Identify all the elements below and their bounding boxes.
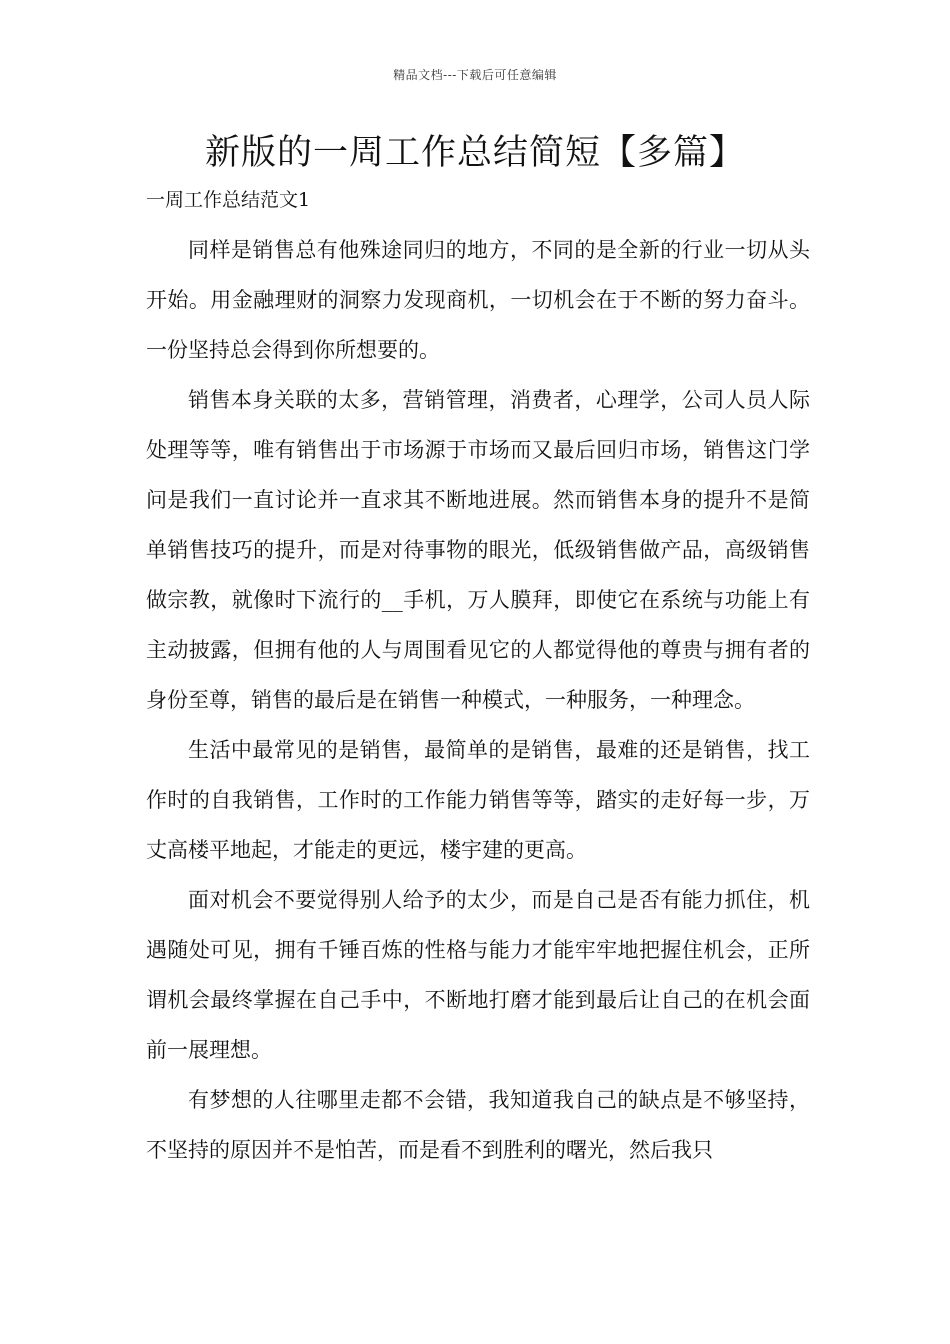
paragraph-5: 有梦想的人往哪里走都不会错，我知道我自己的缺点是不够坚持，不坚持的原因并不是怕苦，而是看不到胜利的曙光，然后我只 bbox=[146, 1088, 810, 1162]
section-heading: 一周工作总结范文1 bbox=[146, 189, 311, 211]
paragraph-3: 生活中最常见的是销售，最简单的是销售，最难的还是销售，找工作时的自我销售，工作时的工作能力销售等等，踏实的走好每一步，万丈高楼平地起，才能走的更远，楼宇建的更高。 bbox=[146, 738, 810, 862]
paragraph-2: 销售本身关联的太多，营销管理，消费者，心理学，公司人员人际处理等等，唯有销售出于市场源于市场而又最后回归市场，销售这门学问是我们一直讨论并一直求其不断地进展。然而销售本身的提升不是简单销售技巧的提升，而是对待事物的眼光，低级销售做产品，高级销售做宗教，就像时下流行的__手机，万人膜拜，即使它在系统与功能上有主动披露，但拥有他的人与周围看见它的人都觉得他的尊贵与拥有者的身份至尊，销售的最后是在销售一种模式，一种服务，一种理念。 bbox=[146, 388, 810, 712]
document-title: 新版的一周工作总结简短【多篇】 bbox=[204, 133, 745, 173]
body-text bbox=[146, 225, 810, 1175]
paragraph-1: 同样是销售总有他殊途同归的地方，不同的是全新的行业一切从头开始。用金融理财的洞察力发现商机，一切机会在于不断的努力奋斗。一份坚持总会得到你所想要的。 bbox=[146, 238, 810, 362]
header-note: 精品文档---下载后可任意编辑 bbox=[393, 68, 557, 82]
paragraph-4: 面对机会不要觉得别人给予的太少，而是自己是否有能力抓住，机遇随处可见，拥有千锤百炼的性格与能力才能牢牢地把握住机会，正所谓机会最终掌握在自己手中，不断地打磨才能到最后让自己的在机会面前一展理想。 bbox=[146, 888, 810, 1062]
